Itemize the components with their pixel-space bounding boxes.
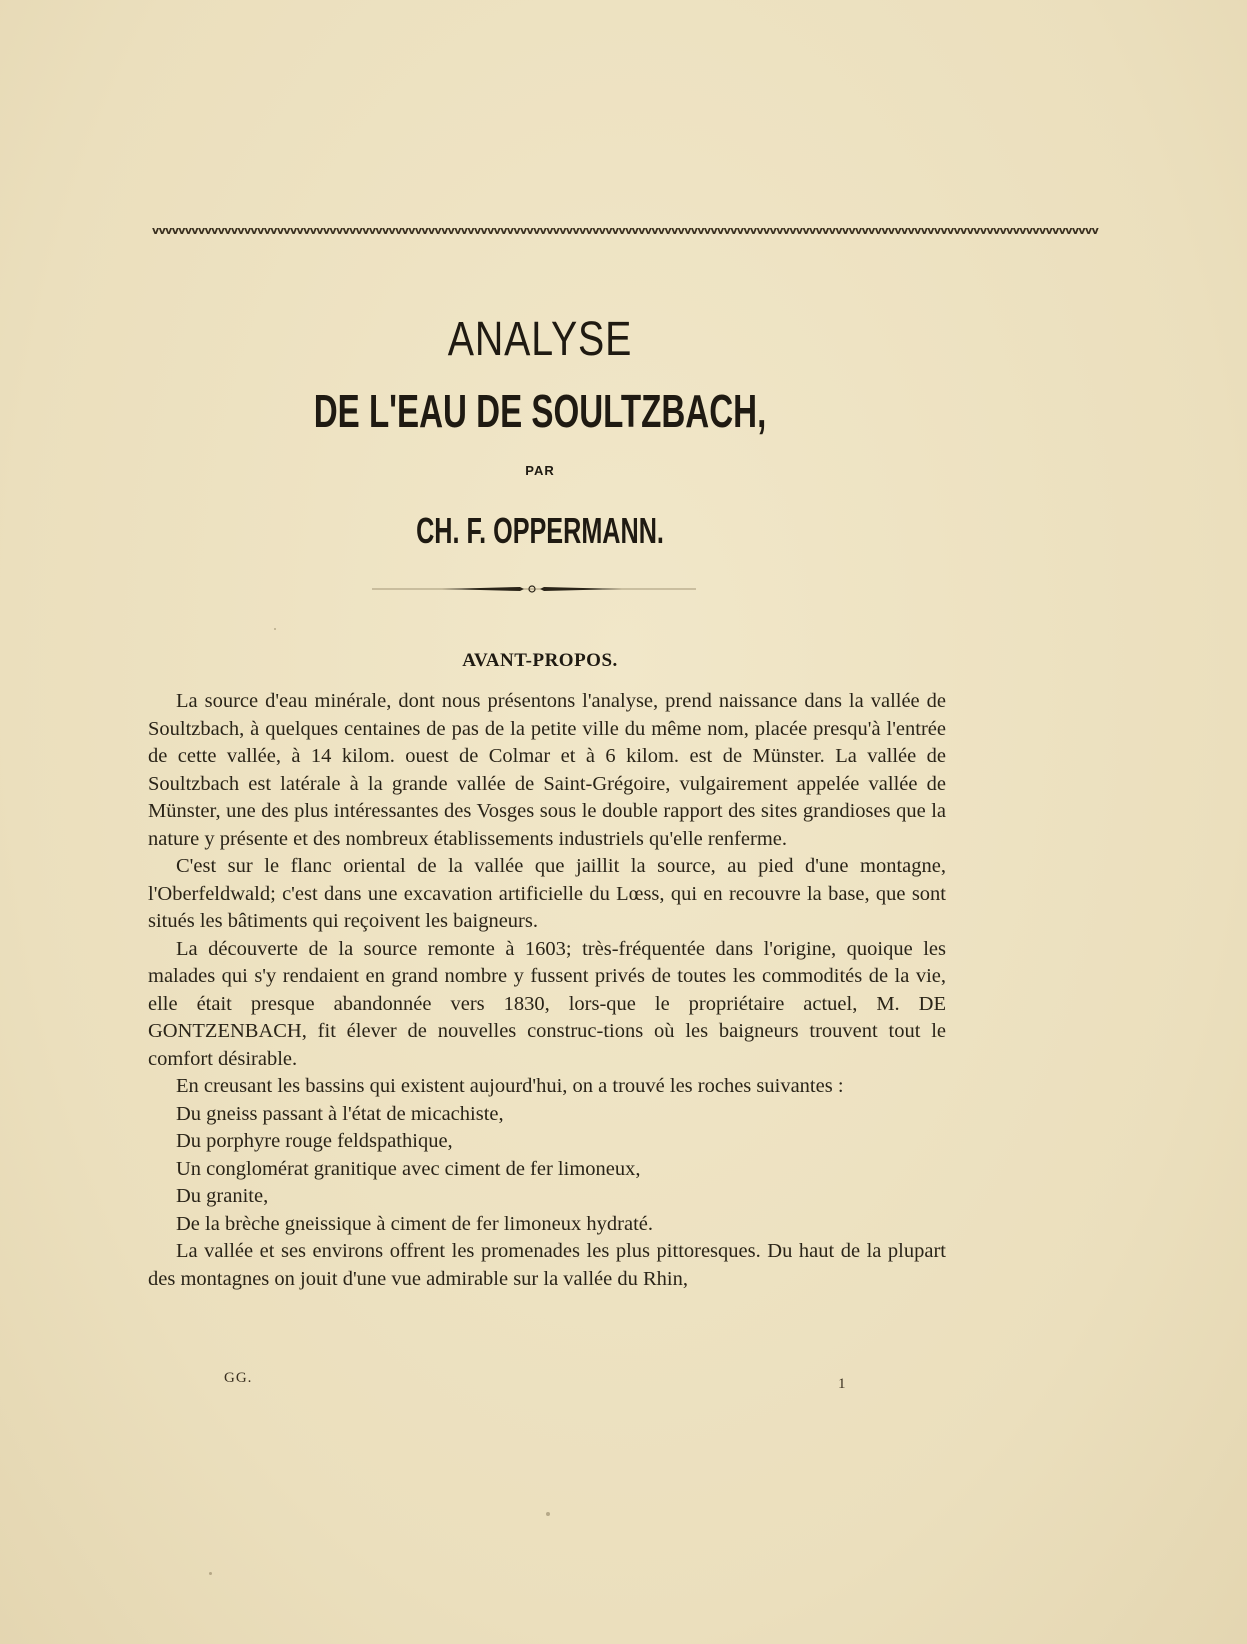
page-number: 1: [838, 1376, 846, 1392]
section-heading: AVANT-PROPOS.: [462, 650, 618, 671]
list-item: De la brèche gneissique à ciment de fer limoneux hydraté.: [176, 1212, 654, 1235]
title-line-analyse: ANALYSE: [447, 313, 633, 366]
paper-speck: [546, 1512, 550, 1516]
list-item: Du granite,: [176, 1185, 269, 1207]
author-name: CH. F. OPPERMANN.: [416, 510, 664, 551]
byline-par: PAR: [525, 463, 555, 478]
ornamental-rule: vvvvvvvvvvvvvvvvvvvvvvvvvvvvvvvvvvvvvvvvvvvvvvvvvvvvvvvvvvvvvvvvvvvvvvvvvvvvvvvvvvvvvvvvvvvvvvvvvvvvvvvvvvvvvvvvvvvvvvvvvvvvvvvvvvvvvvvvvvvvvvvv: [152, 224, 1099, 237]
list-item: Du gneiss passant à l'état de micachiste,: [176, 1102, 504, 1125]
page-footer: [148, 1370, 946, 1396]
paper-speck: [209, 1572, 212, 1575]
body-text: [148, 688, 946, 1293]
title-line-subject: DE L'EAU DE SOULTZBACH,: [313, 385, 767, 437]
signature-mark: GG.: [224, 1370, 253, 1386]
paragraph: C'est sur le flanc oriental de la vallée que jaillit la source, au pied d'une montagne, l'Oberfeldwald; c'est dans une excavation artificielle du Lœss, qui en recouvre la base, que sont situés les bâtiments qui reçoivent les baigneurs.: [148, 855, 946, 932]
paper-speck: [274, 628, 276, 630]
paragraph: En creusant les bassins qui existent aujourd'hui, on a trouvé les roches suivantes :: [176, 1075, 844, 1097]
paragraph: La vallée et ses environs offrent les promenades les plus pittoresques. Du haut de la plupart des montagnes on jouit d'une vue admirable sur la vallée du Rhin,: [148, 1240, 946, 1290]
rock-list: [148, 1101, 946, 1239]
paragraph: La découverte de la source remonte à 1603; très-fréquentée dans l'origine, quoique les malades qui s'y rendaient en grand nombre y fussent privés de toutes les commodités de la vie, elle était presque abandonnée vers 1830, lors-que le propriétaire actuel, M. DE GONTZENBACH, fit élever de nouvelles construc-tions où les baigneurs trouvent tout le comfort désirable.: [148, 937, 946, 1070]
paragraph: La source d'eau minérale, dont nous présentons l'analyse, prend naissance dans la vallée de Soultzbach, à quelques centaines de pas de la petite ville du même nom, placée presqu'à l'entrée de cette vallée, à 14 kilom. ouest de Colmar et à 6 kilom. est de Münster. La vallée de Soultzbach est latérale à la grande vallée de Saint-Grégoire, vulgairement appelée vallée de Münster, une des plus intéressantes des Vosges sous le double rapport des sites grandioses que la nature y présente et des nombreux établissements industriels qu'elle renferme.: [148, 690, 946, 850]
list-item: Un conglomérat granitique avec ciment de fer limoneux,: [176, 1157, 641, 1180]
list-item: Du porphyre rouge feldspathique,: [176, 1130, 453, 1152]
decorative-divider: [372, 582, 696, 596]
